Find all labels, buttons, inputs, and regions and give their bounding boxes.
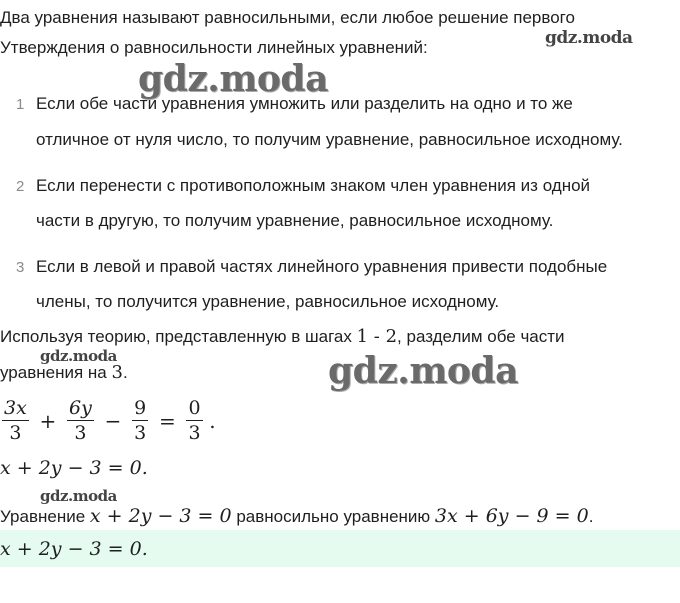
step-number: 3 bbox=[16, 259, 25, 276]
operator: = bbox=[158, 408, 176, 433]
theory-text: . bbox=[122, 363, 128, 382]
theory-line-1 bbox=[0, 326, 565, 347]
conclusion-line bbox=[0, 505, 593, 527]
step-text: Если обе части уравнения умножить или разделить на одно и то же bbox=[36, 94, 573, 113]
intro-line-2: Утверждения о равносильности линейных уравнений: bbox=[0, 38, 428, 57]
theory-text: Используя теорию, представленную в шагах bbox=[0, 327, 357, 346]
fraction: $\frac{6y}{3}$ bbox=[69, 397, 92, 444]
theory-text: уравнения на bbox=[0, 363, 112, 382]
watermark-logo: gdz.moda bbox=[40, 347, 117, 365]
fraction: $\frac{3x}{3}$ bbox=[4, 397, 27, 444]
theory-steps-ref: 1 - 2 bbox=[356, 326, 398, 347]
step-number: 1 bbox=[16, 96, 25, 113]
simplified-equation: x + 2y − 3 = 0. bbox=[0, 457, 148, 479]
theory-text: , разделим обе части bbox=[397, 327, 565, 346]
fraction: $\frac{9}{3}$ bbox=[134, 397, 147, 444]
period: . bbox=[209, 408, 216, 433]
step-text: члены, то получится уравнение, равносильное исходному. bbox=[36, 292, 500, 311]
step-text: Если перенести с противоположным знаком член уравнения из одной bbox=[36, 176, 591, 195]
equation-inline: x + 2y − 3 = 0 bbox=[89, 505, 232, 527]
step-text: Если в левой и правой частях линейного уравнения привести подобные bbox=[36, 257, 608, 276]
operator: + bbox=[39, 408, 57, 433]
watermark-logo: gdz.moda bbox=[138, 58, 328, 100]
step-number: 2 bbox=[16, 178, 25, 195]
fraction-equation bbox=[0, 396, 220, 445]
fraction: $\frac{0}{3}$ bbox=[188, 397, 201, 444]
conclusion-text: Уравнение bbox=[0, 507, 90, 526]
watermark-logo: gdz.moda bbox=[328, 350, 518, 392]
step-text: части в другую, то получим уравнение, равносильное исходному. bbox=[36, 211, 554, 230]
equation-inline: 3x + 6y − 9 = 0 bbox=[434, 505, 589, 527]
answer-equation: x + 2y − 3 = 0. bbox=[0, 538, 148, 560]
operator: − bbox=[104, 408, 122, 433]
watermark-logo: gdz.moda bbox=[545, 28, 633, 48]
conclusion-text: равносильно уравнению bbox=[231, 507, 435, 526]
step-text: отличное от нуля число, то получим уравнение, равносильное исходному. bbox=[36, 130, 623, 149]
intro-line-1: Два уравнения называют равносильными, если любое решение первого bbox=[0, 8, 575, 27]
watermark-logo: gdz.moda bbox=[40, 487, 117, 505]
conclusion-text: . bbox=[588, 507, 594, 526]
divisor-value: 3 bbox=[111, 362, 123, 383]
theory-line-2 bbox=[0, 362, 128, 383]
